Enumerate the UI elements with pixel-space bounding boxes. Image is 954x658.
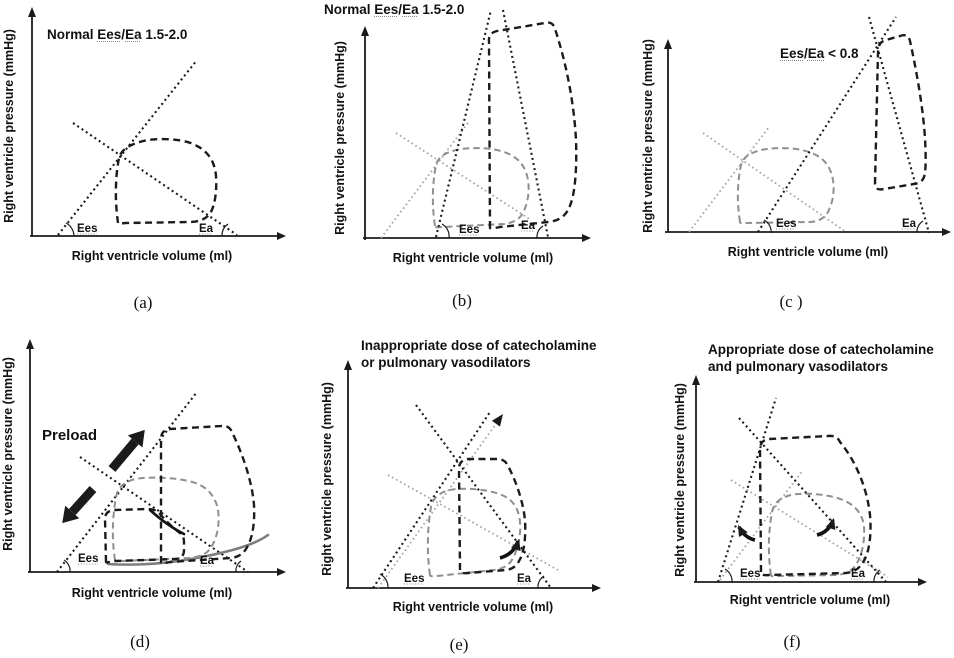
title-slash: / xyxy=(121,27,126,42)
title-line1: Inappropriate dose of catecholamine xyxy=(361,338,597,353)
x-axis-arrow-icon xyxy=(277,232,286,240)
ees-label: Ees xyxy=(459,224,480,236)
ees-label: Ees xyxy=(77,223,98,235)
caption-e: (e) xyxy=(449,635,469,654)
caption-b: (b) xyxy=(452,291,472,310)
panel-f-title xyxy=(708,341,934,375)
pv-loop-black xyxy=(875,35,926,189)
title-ees: Ees xyxy=(780,46,805,61)
title-ees: Ees xyxy=(97,27,122,42)
y-axis-arrow-icon xyxy=(344,360,352,370)
y-axis-arrow-icon xyxy=(28,7,36,17)
angle-arc-ea xyxy=(874,570,880,582)
pv-loop-black-large xyxy=(161,426,254,563)
panel-a-plot xyxy=(0,0,318,329)
x-axis-arrow-icon xyxy=(277,568,286,576)
panel-d-plot xyxy=(0,329,318,658)
x-axis-label: Right ventricle volume (ml) xyxy=(71,586,233,600)
ea-label: Ea xyxy=(902,218,917,230)
ees-line-gray xyxy=(381,123,468,238)
title-value: 1.5-2.0 xyxy=(418,2,465,17)
y-axis-label: Right ventricle pressure (mmHg) xyxy=(641,39,655,233)
ees-line xyxy=(57,392,197,572)
preload-annotation: Preload xyxy=(42,427,98,444)
title-slash: / xyxy=(804,46,808,61)
panel-b xyxy=(318,0,638,329)
y-axis-label: Right ventricle pressure (mmHg) xyxy=(2,29,16,223)
ea-line xyxy=(503,10,548,237)
panel-d xyxy=(0,329,318,658)
ees-line-rotated xyxy=(378,417,501,588)
title-ea: Ea xyxy=(402,2,419,17)
x-axis-arrow-icon xyxy=(942,228,951,236)
x-axis-arrow-icon xyxy=(918,578,927,586)
panel-e-title xyxy=(361,337,597,371)
y-axis-arrow-icon xyxy=(26,339,34,349)
preload-arrow-down-icon xyxy=(55,483,100,530)
y-axis-arrow-icon xyxy=(664,39,672,49)
ees-label: Ees xyxy=(740,568,761,580)
caption-d: (d) xyxy=(130,632,150,651)
y-axis-arrow-icon xyxy=(692,375,700,385)
x-axis-label: Right ventricle volume (ml) xyxy=(71,249,233,263)
panel-e xyxy=(318,329,638,658)
caption-f: (f) xyxy=(783,632,801,651)
ea-label: Ea xyxy=(851,568,866,580)
angle-arc-ees xyxy=(725,569,732,582)
pv-loop-gray xyxy=(769,494,864,577)
x-axis-arrow-icon xyxy=(582,234,591,242)
pv-loop-black xyxy=(116,139,216,223)
x-axis-label: Right ventricle volume (ml) xyxy=(727,245,889,259)
ea-line-gray xyxy=(396,133,531,220)
panel-b-plot xyxy=(318,0,638,329)
ea-label: Ea xyxy=(199,223,214,235)
title-ea: Ea xyxy=(125,27,142,42)
ees-label: Ees xyxy=(404,573,425,585)
ea-label: Ea xyxy=(200,555,215,567)
title-ea: Ea xyxy=(807,46,825,61)
pv-loop-black xyxy=(489,23,576,229)
ea-label: Ea xyxy=(517,573,532,585)
title-text: Normal xyxy=(47,27,98,42)
ees-line xyxy=(58,60,197,235)
ees-rotation-arrowhead-icon xyxy=(492,411,507,427)
title-line2: or pulmonary vasodilators xyxy=(361,355,531,370)
ees-line xyxy=(436,10,491,237)
title-line2: and pulmonary vasodilators xyxy=(708,359,889,374)
ees-line-gray xyxy=(689,127,769,232)
panel-a xyxy=(0,0,318,329)
preload-arrow-up-icon xyxy=(105,424,152,475)
panel-b-title xyxy=(324,1,464,18)
ees-label: Ees xyxy=(78,553,99,565)
caption-c: (c ) xyxy=(779,292,803,311)
panel-c xyxy=(638,0,954,329)
ea-label: Ea xyxy=(521,220,536,232)
pv-loop-gray xyxy=(428,489,520,577)
angle-arc-ea xyxy=(537,226,543,238)
y-axis-arrow-icon xyxy=(361,26,369,36)
x-axis-label: Right ventricle volume (ml) xyxy=(729,593,891,607)
angle-arc-ees xyxy=(64,560,70,572)
x-axis-label: Right ventricle volume (ml) xyxy=(392,251,554,265)
x-axis-label: Right ventricle volume (ml) xyxy=(392,600,554,614)
ees-line xyxy=(373,412,490,588)
x-axis-arrow-icon xyxy=(592,584,601,592)
ea-line xyxy=(416,405,551,588)
pv-loop-gray xyxy=(433,148,529,227)
panel-f xyxy=(638,329,954,658)
title-line1: Appropriate dose of catecholamine xyxy=(708,342,934,357)
caption-a: (a) xyxy=(133,293,153,312)
ea-line xyxy=(869,17,929,233)
ees-label: Ees xyxy=(776,218,797,230)
title-slash: / xyxy=(398,2,403,17)
panel-e-plot xyxy=(318,329,638,658)
panel-a-title xyxy=(47,26,187,43)
title-value: 1.5-2.0 xyxy=(141,27,188,42)
angle-arc-ees xyxy=(66,223,74,236)
panel-f-plot xyxy=(638,329,954,658)
y-axis-label: Right ventricle pressure (mmHg) xyxy=(333,41,347,235)
title-ees: Ees xyxy=(374,2,399,17)
title-text: Normal xyxy=(324,2,375,17)
y-axis-label: Right ventricle pressure (mmHg) xyxy=(1,357,15,551)
angle-arc-ea xyxy=(222,224,228,236)
y-axis-label: Right ventricle pressure (mmHg) xyxy=(320,382,334,576)
y-axis-label: Right ventricle pressure (mmHg) xyxy=(673,383,687,577)
pv-loop-black-small xyxy=(105,509,184,562)
panel-c-title xyxy=(780,45,858,62)
pv-loop-gray xyxy=(738,148,834,223)
title-value: < 0.8 xyxy=(824,46,859,61)
